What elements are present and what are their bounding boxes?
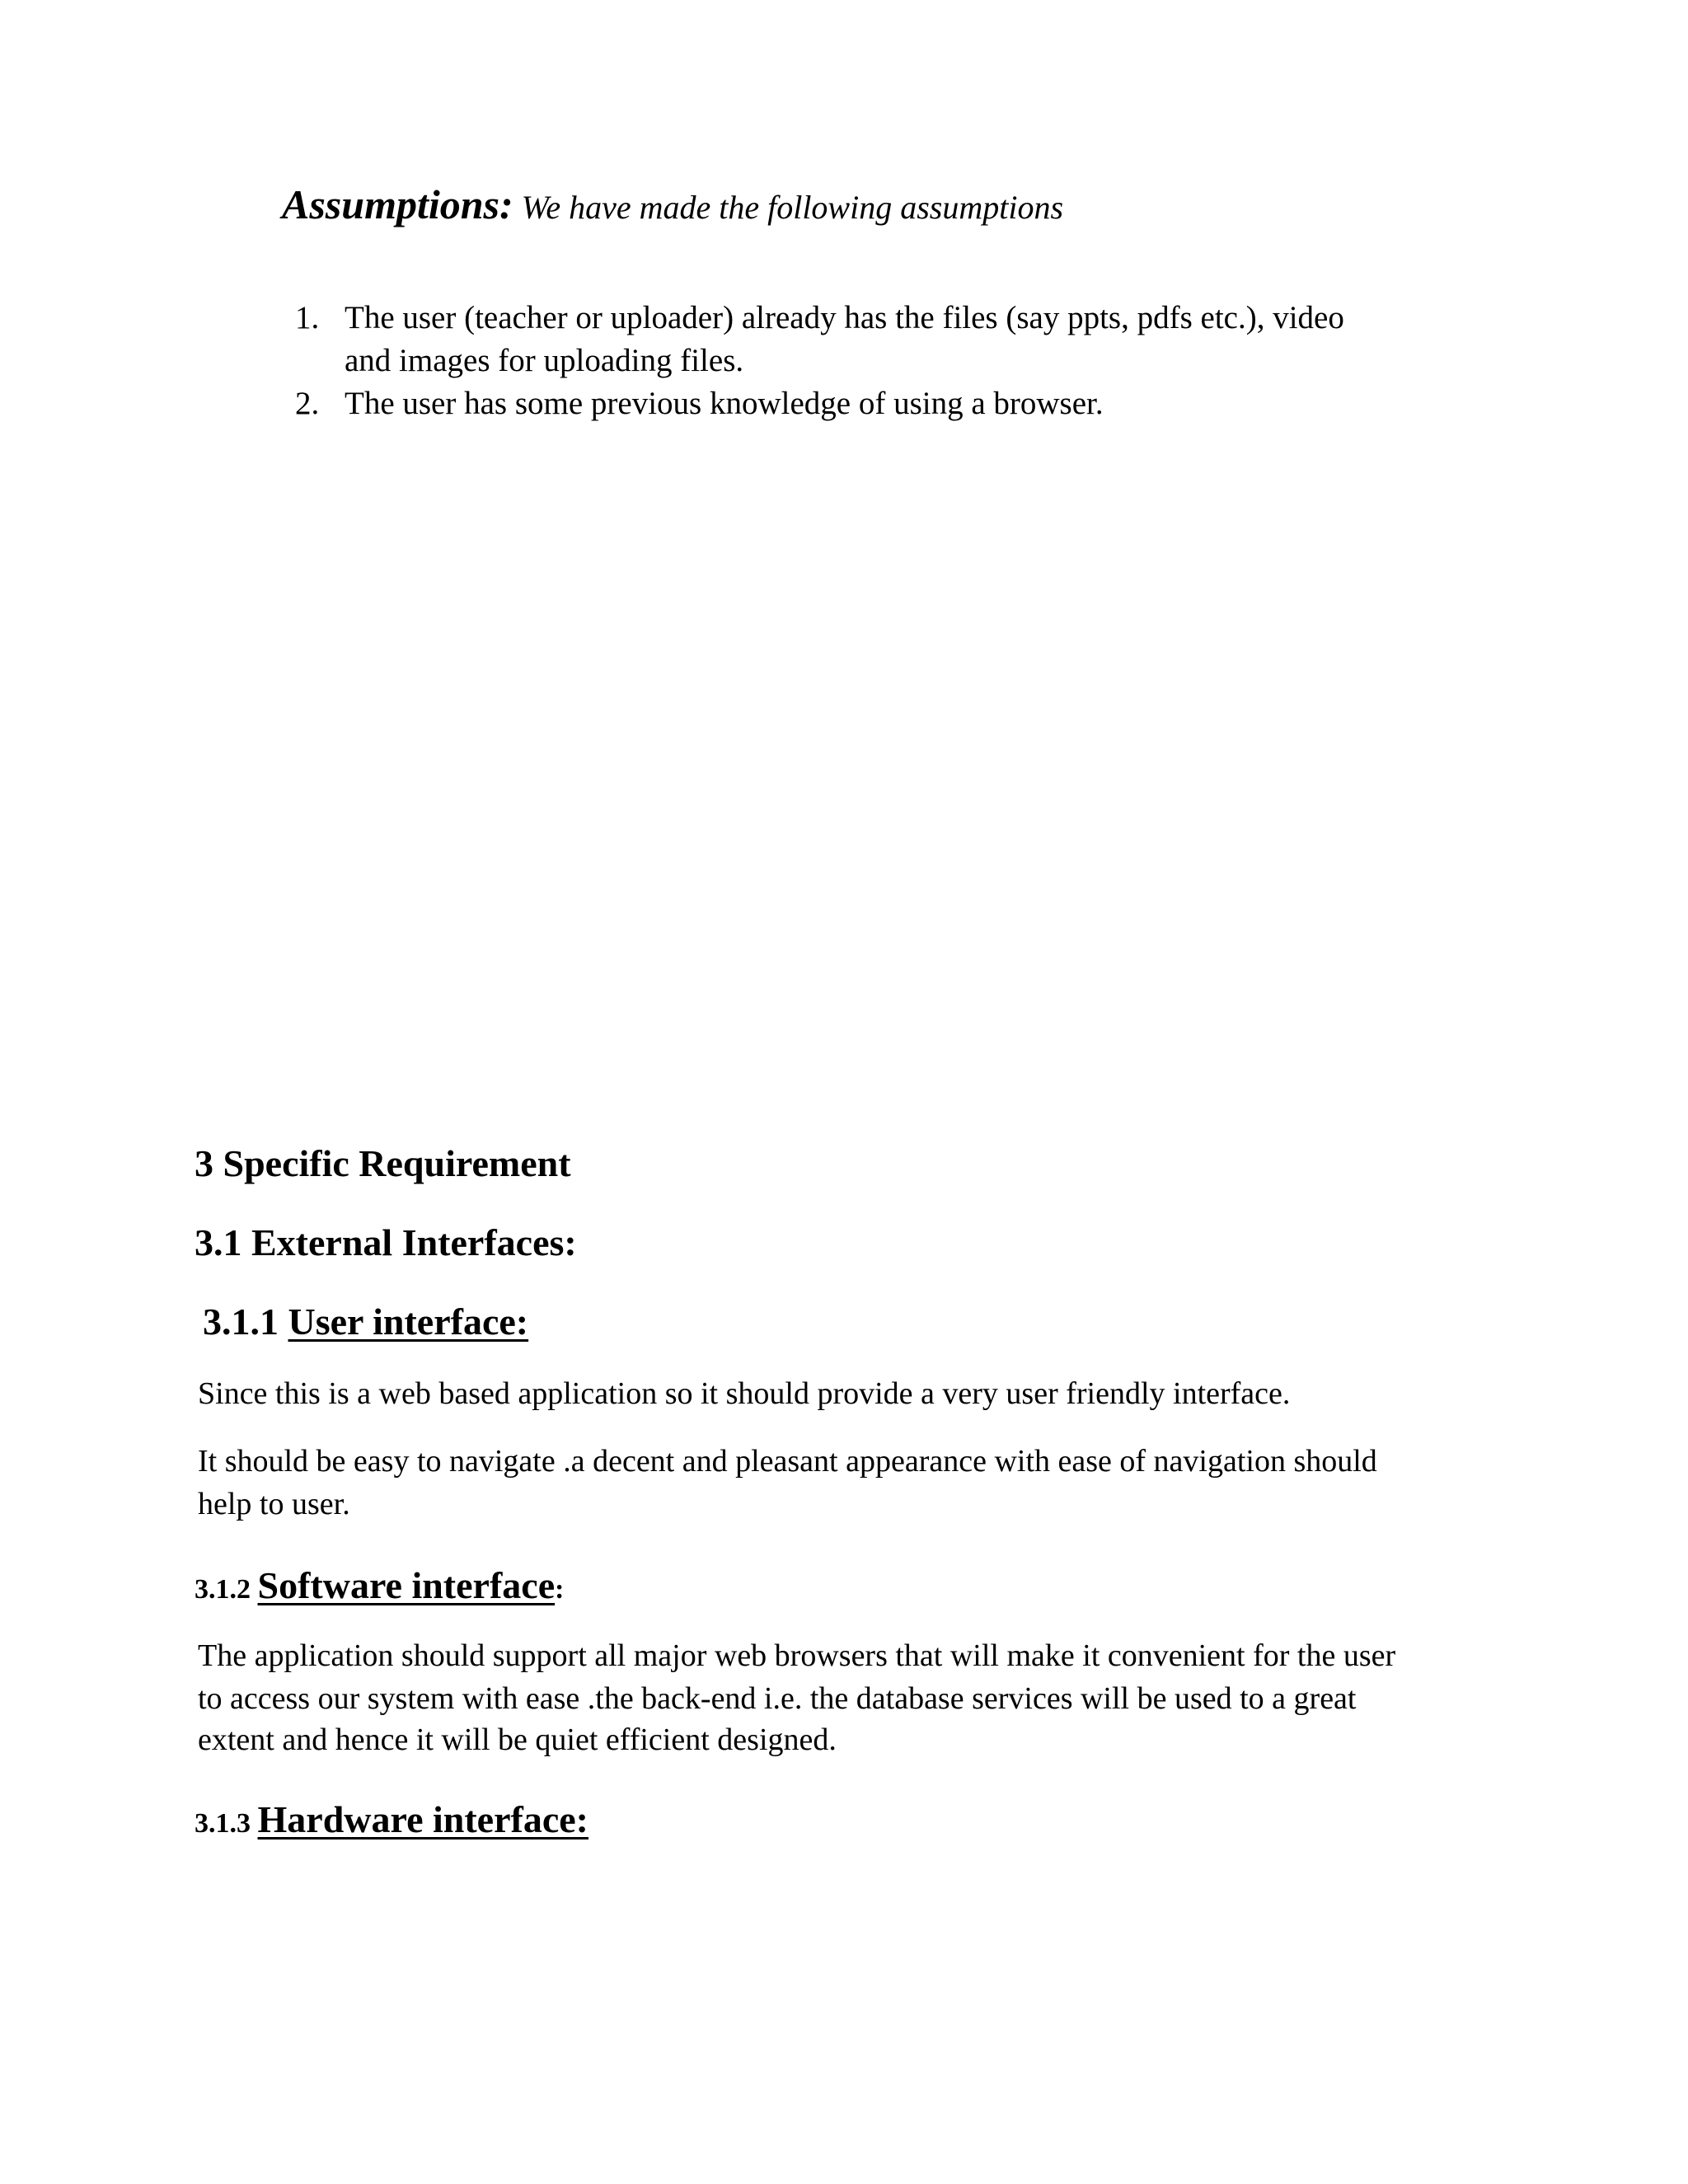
- list-item-1-number: 1.: [295, 300, 320, 335]
- list-item-2-number: 2.: [295, 386, 320, 421]
- ui-paragraph-2-line-2: help to user.: [198, 1487, 350, 1521]
- section-3-1-heading: 3.1 External Interfaces:: [195, 1221, 577, 1263]
- section-3-1-3-number: 3.1.3: [195, 1808, 258, 1839]
- ui-paragraph-1: Since this is a web based application so it should provide a very user friendly interface.: [198, 1376, 1291, 1411]
- section-3-1-2-suffix: :: [555, 1574, 565, 1605]
- assumptions-keyword: Assumptions:: [282, 181, 513, 227]
- assumptions-intro: We have made the following assumptions: [513, 189, 1064, 226]
- section-3-1-1-title: User interface:: [288, 1301, 529, 1343]
- assumptions-heading: [282, 180, 1063, 232]
- section-3-1-2-heading: [195, 1563, 564, 1613]
- software-paragraph-line-2: to access our system with ease .the back-end i.e. the database services will be used to a great: [198, 1681, 1357, 1716]
- list-item-2-line-1: The user has some previous knowledge of using a browser.: [345, 386, 1104, 421]
- section-3-1-1-heading: [203, 1299, 528, 1345]
- section-3-1-3-heading: [195, 1797, 588, 1847]
- section-3-1-2-title: Software interface: [257, 1564, 556, 1606]
- list-item-1-line-1: The user (teacher or uploader) already has the files (say ppts, pdfs etc.), video: [345, 300, 1344, 335]
- ui-paragraph-2-line-1: It should be easy to navigate .a decent and pleasant appearance with ease of navigation should: [198, 1444, 1377, 1479]
- section-3-heading: 3 Specific Requirement: [195, 1142, 571, 1184]
- software-paragraph-line-3: extent and hence it will be quiet efficient designed.: [198, 1722, 837, 1757]
- section-3-1-1-number: 3.1.1: [203, 1301, 288, 1343]
- section-3-1-2-number: 3.1.2: [195, 1574, 258, 1605]
- section-3-1-3-title: Hardware interface:: [257, 1798, 588, 1840]
- software-paragraph-line-1: The application should support all major web browsers that will make it convenient for the user: [198, 1638, 1396, 1673]
- list-item-1-line-2: and images for uploading files.: [345, 343, 744, 378]
